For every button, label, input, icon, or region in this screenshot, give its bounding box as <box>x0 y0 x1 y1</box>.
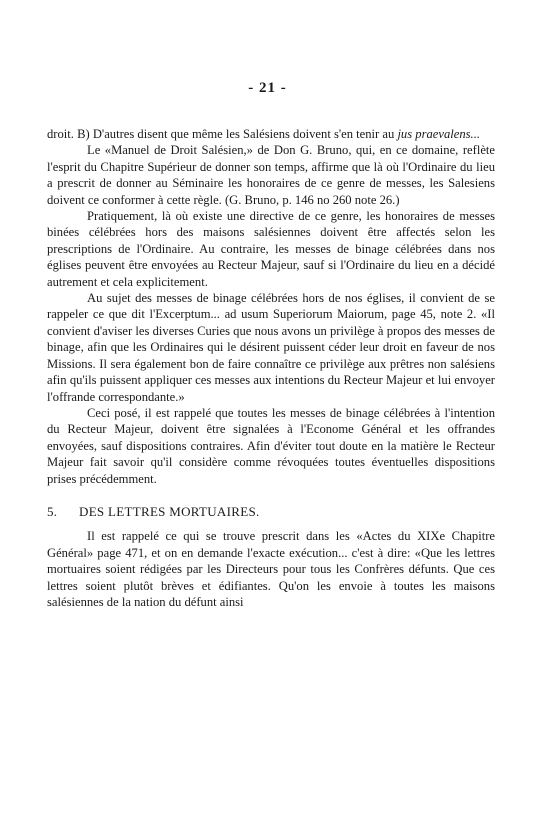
paragraph-pratiquement: Pratiquement, là où existe une directive de ce genre, les honoraires de messes binées célébrées hors des maisons salésiennes doivent être affectés selon les prescriptions de l'Ordinaire. Au contraire, les messes de binage célébrées dans nos églises peuvent être envoyées au Recteur Majeur, sauf si l'Ordinaire du lieu en a décidé autrement et cela explicitement. <box>47 209 495 289</box>
paragraph-intro <box>47 126 495 142</box>
section-heading <box>47 504 495 520</box>
paragraph-intro-text: droit. B) D'autres disent que même les Salésiens doivent s'en tenir au <box>47 127 398 141</box>
paragraph-ceci-pose: Ceci posé, il est rappelé que toutes les messes de binage célébrées à l'intention du Recteur Majeur, doivent être signalées à l'Econome Général et les offrandes envoyées, sauf dispositions contraires. Afin d'éviter tout doute en la matière le Recteur Majeur fait savoir qu'il considère comme révoquées toutes éventuelles dispositions prises précédemment. <box>47 405 495 486</box>
paragraph-manuel: Le «Manuel de Droit Salésien,» de Don G. Bruno, qui, en ce domaine, reflète l'esprit du Chapitre Supérieur de donner son temps, affirme que là où l'Ordinaire du lieu a prescrit de donner au Séminaire les honoraires de ce genre de messes, les Salesiens doivent ce conformer à cette règle. (G. Bruno, p. 146 no 260 note 26.) <box>47 143 495 207</box>
section-title: DES LETTRES MORTUAIRES. <box>79 503 260 519</box>
paragraph-lettres-mortuaires: Il est rappelé ce qui se trouve prescrit dans les «Actes du XIXe Chapitre Général» page 471, et on en demande l'exacte exécution... c'est à dire: «Que les lettres mortuaires soient rédigées par les Directeurs pour tous les Confrères défunts. Que ces lettres soient plutôt brèves et édifiantes. Qu'on les envoie à toutes les maisons salésiennes de la nation du défunt ainsi <box>47 529 495 609</box>
body-text <box>47 126 495 610</box>
latin-phrase: jus praevalens... <box>397 127 480 141</box>
page-number: - 21 - <box>248 80 287 96</box>
paragraph-excerptum: Au sujet des messes de binage célébrées hors de nos églises, il convient de se rappeler ce que dit l'Excerptum... ad usum Superiorum Maiorum, page 45, note 2. «Il convient d'aviser les diverses Curies que nous avons un privilège à propos des messes de binage, afin que les Ordinaires qui le désirent puissent céder leur droit en faveur de nos Missions. Il sera également bon de faire connaître ce privilège aux prêtres non salésiens afin qu'ils puissent appliquer ces messes aux intentions du Recteur Majeur et lui envoyer l'offrande correspondante.» <box>47 291 495 404</box>
section-number: 5. <box>47 503 58 519</box>
